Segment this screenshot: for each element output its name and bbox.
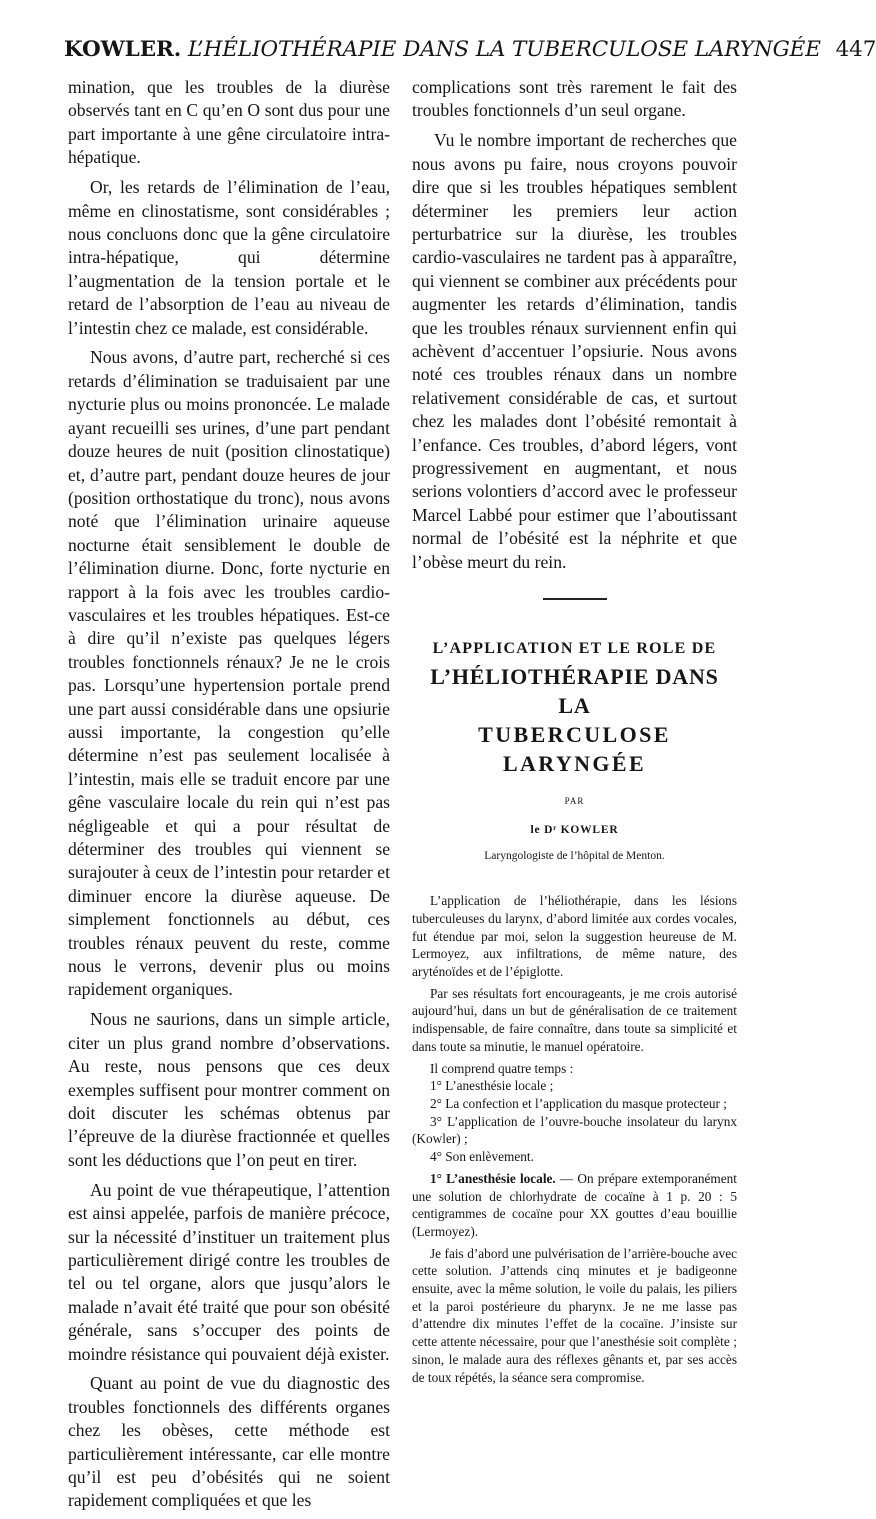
byline-author: le Dʳ KOWLER (530, 824, 619, 837)
list-item: 2° La confection et l’application du masque protecteur ; (430, 1095, 727, 1111)
running-header (64, 36, 876, 64)
paragraph: Je fais d’abord une pulvérisation de l’arrière-bouche avec cette solution. J’attends cinq minutes et je badigeonne ensuite, avec la même solution, le voile du palais, les piliers et la paroi postérieure du pharynx. Je ne me lasse pas d’attendre dix minutes l’effet de la cocaïne. J’insiste sur cette attente nécessaire, pour que l’anesthésie soit complète ; sinon, le malade aura des réflexes gênants et, par ses accès de toux répétés, la séance sera compromise. (412, 1245, 737, 1385)
paragraph: Nous ne saurions, dans un simple article, citer un plus grand nombre d’observations. Au reste, nous pensons que ces deux exemples suffisent pour montrer comment on doit discuter les schémas obtenus par l’épreuve de la diurèse fractionnée et quelles sont les déductions que l’on peut en tirer. (68, 1009, 390, 1170)
right-column (412, 76, 737, 1390)
paragraph: Au point de vue thérapeutique, l’attention est ainsi appelée, parfois de manière précoce, sur la nécessité d’instituer un traitement plus particulièrement dirigé contre les troubles de tel ou tel organe, alors que jusqu’alors le malade n’avait été traité que pour son obésité générale, sans s’occuper des points de moindre résistance qui pouvaient déjà exister. (68, 1179, 390, 1364)
section-divider (543, 598, 607, 600)
paragraph: Or, les retards de l’élimination de l’eau, même en clinostatisme, sont considérables ; nous concluons donc que la gêne circulatoire intra-hépatique, qui détermine l’augmentation de la tension portale et le retard de l’absorption de l’eau au niveau de l’intestin chez ce malade, est considérable. (68, 177, 390, 338)
paragraph: mination, que les troubles de la diurèse observés tant en C qu’en O sont dus pour une part importante à une gêne circulatoire intra-hépatique. (68, 77, 390, 168)
paragraph: Quant au point de vue du diagnostic des troubles fonctionnels des différents organes chez les obèses, cette méthode est particulièrement intéressante, car elle montre qu’il est peu d’obésités qui ne soient rapidement compliquées et que les (68, 1373, 390, 1511)
list-item: 3° L’application de l’ouvre-bouche insolateur du larynx (Kowler) ; (412, 1113, 737, 1147)
byline-par: PAR (564, 796, 585, 807)
list-item: 1° L’anesthésie locale ; (430, 1078, 554, 1094)
paragraph: Vu le nombre important de recherches que nous avons pu faire, nous croyons pouvoir dire que si les troubles hépatiques semblent déterminer les premiers leur action perturbatrice sur la diurèse, les troubles cardio-vasculaires ne tardent pas à apparaître, qui viennent se combiner aux précédents pour augmenter les retards d’élimination, tandis que les troubles rénaux surviennent enfin qui achèvent d’accentuer l’opsiurie. Nous avons noté ces troubles rénaux dans un nombre relativement considérable de cas, et surtout chez les malades dont l’obésité remontait à l’enfance. Ces troubles, d’abord légers, vont progressivement en augmentant, et nous serions volontiers d’accord avec le professeur Marcel Labbé pour estimer que l’aboutissant normal de l’obésité est la néphrite et que l’obèse meurt du rein. (412, 130, 737, 572)
article-body (412, 892, 737, 1386)
section-title: 1° L’anesthésie locale. (430, 1170, 556, 1186)
page-number: 447 (835, 37, 876, 62)
paragraph: complications sont très rarement le fait des troubles fonctionnels d’un seul organe. (412, 77, 737, 121)
paragraph: L’application de l’héliothérapie, dans les lésions tuberculeuses du larynx, d’abord limitée aux cordes vocales, fut étendue par moi, selon la suggestion heureuse de M. Lermoyez, aux infiltrations, de même nature, des aryténoïdes et de l’épiglotte. (412, 893, 737, 980)
article-title-line: TUBERCULOSE LARYNGÉE (478, 722, 671, 777)
list-intro: Il comprend quatre temps : (430, 1060, 574, 1076)
section-paragraph (412, 1170, 737, 1241)
article-title-line: L’APPLICATION ET LE ROLE DE (432, 640, 717, 658)
article-title (412, 636, 737, 778)
header-author: KOWLER. (64, 37, 182, 62)
paragraph: Nous avons, d’autre part, recherché si ces retards d’élimination se traduisaient par une nycturie plus ou moins prononcée. Le malade ayant recueilli ses urines, d’une part pendant douze heures de nuit (position clinostatique) et, d’autre part, pendant douze heures de jour (position orthostatique du tronc), nous avons noté que l’élimination urinaire aqueuse nocturne était sensiblement le double de l’élimination diurne. Donc, forte nycturie en rapport à la fois avec les troubles cardio-vasculaires et les troubles hépatiques. Est-ce à dire qu’il n’existe pas quelques légers troubles fonctionnels rénaux? Je ne le crois pas. Lorsqu’une hypertension portale prend une part aussi considérable dans une opsiurie aussi importante, la congestion qu’elle détermine n’est pas seulement localisée à l’intestin, mais elle se traduit encore par une gêne vasculaire locale du rein qui n’est pas négligeable et qui a pour résultat de déterminer des troubles qui viennent se surajouter à ceux de l’intestin pour retarder et diminuer encore la diurèse aqueuse. De simplement fonctionnels au début, ces troubles rénaux peuvent du reste, comme nous le verrons, devenir plus ou moins rapidement organiques. (68, 347, 390, 1000)
article-title-line: L’HÉLIOTHÉRAPIE DANS LA (430, 664, 719, 719)
section-text: — On prépare extemporanément une solution de chlorhydrate de cocaïne à 1 p. 20 : 5 centigrammes de cocaïne pour XX gouttes d’eau bouillie (Lermoyez). (412, 1170, 737, 1239)
header-title: L’HÉLIOTHÉRAPIE DANS LA TUBERCULOSE LARYNGÉE (187, 37, 821, 62)
paragraph: Par ses résultats fort encourageants, je me crois autorisé aujourd’hui, dans un but de généralisation de ce traitement indispensable, de faire connaître, dans toute sa simplicité et dans toute sa minutie, le manuel opératoire. (412, 985, 737, 1054)
left-column (68, 76, 390, 1519)
byline-affiliation: Laryngologiste de l’hôpital de Menton. (484, 849, 665, 862)
list-item: 4° Son enlèvement. (430, 1149, 534, 1165)
